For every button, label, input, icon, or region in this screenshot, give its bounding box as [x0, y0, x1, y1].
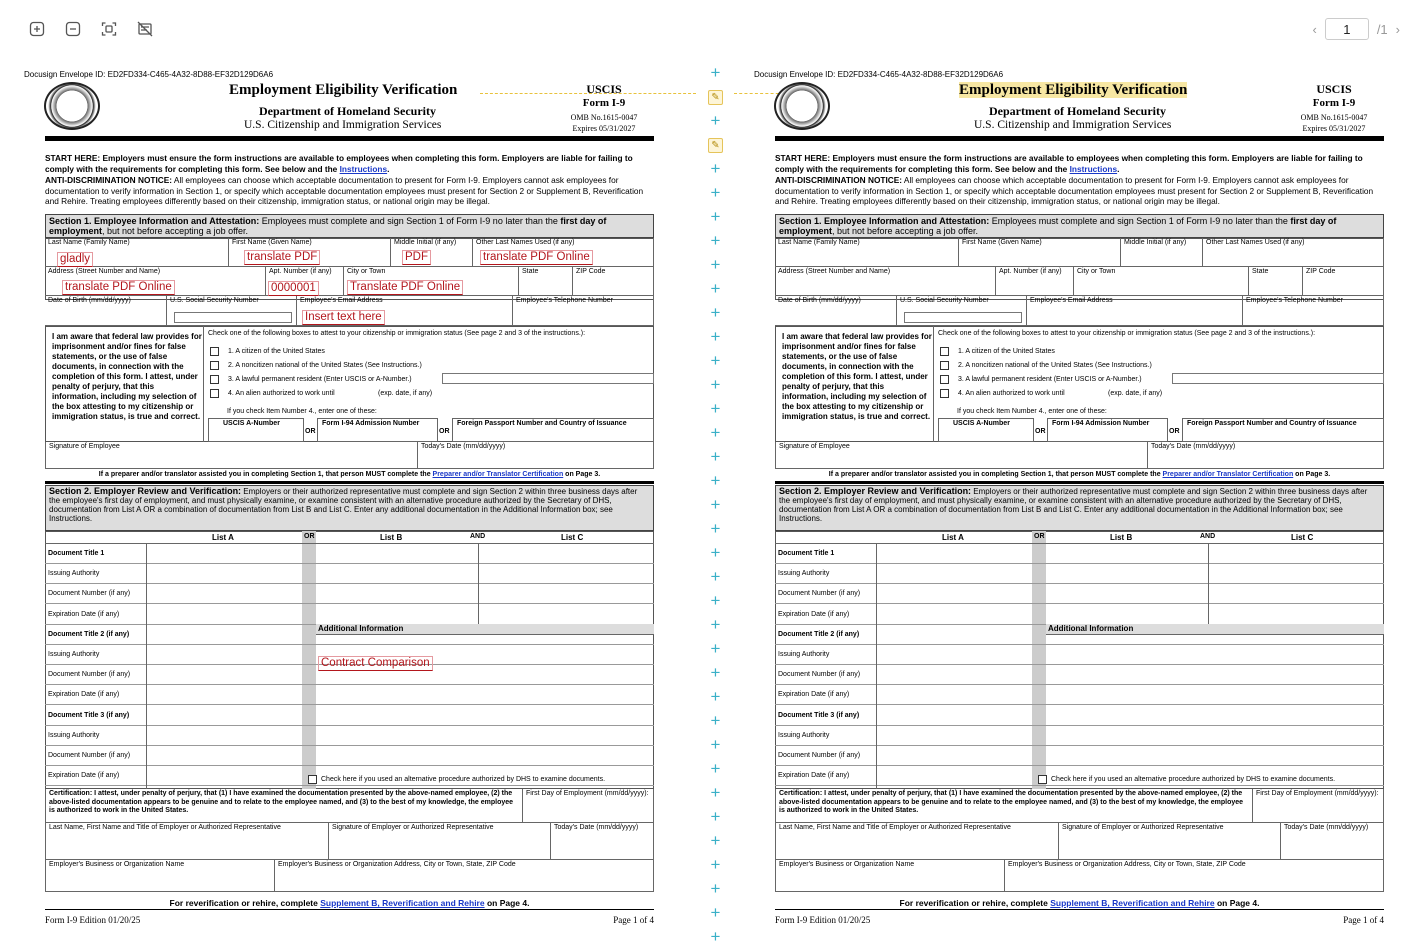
list-bc-divider — [1208, 544, 1209, 624]
section2-header: Section 2. Employer Review and Verification: Employers or their authorized representative must complete and sign Section 2 within three business days after the employee's first day of employment, and must physically examine, or examine consistent with an alternative procedure authorized by the Secretary of DHS, documentation from List A OR a combination of documentation from List B and List C. Enter any additional documentation in the Additional Information box; see Instructions. — [45, 485, 654, 531]
middle-initial-field[interactable]: Middle Initial (if any) — [1121, 238, 1203, 267]
right-document-pane[interactable] — [754, 68, 1418, 942]
preparer-link[interactable]: Preparer and/or Translator Certification — [432, 471, 564, 478]
checkbox-permanent-resident[interactable] — [940, 375, 949, 384]
list-c-label: List C — [561, 533, 584, 542]
employee-date-field[interactable]: Today's Date (mm/dd/yyyy) — [418, 442, 654, 469]
dob-field[interactable]: Date of Birth (mm/dd/yyyy) — [775, 296, 897, 326]
checkbox-noncitizen-national[interactable] — [940, 361, 949, 370]
zoom-out-icon[interactable] — [64, 20, 82, 38]
form-number: Form I-9 — [1312, 97, 1356, 109]
ssn-field[interactable]: U.S. Social Security Number — [897, 296, 1027, 326]
additional-info-header: Additional Information — [1046, 624, 1384, 635]
document-row-input[interactable] — [877, 685, 1032, 705]
document-row-label: Document Number (if any) — [775, 746, 1384, 766]
add-annotation-icon[interactable]: + — [710, 663, 721, 682]
employer-signature-field[interactable]: Signature of Employer or Authorized Representative — [1059, 823, 1281, 860]
list-a-label: List A — [212, 533, 234, 542]
section1-header: Section 1. Employee Information and Attestation: Employees must complete and sign Section 1 of Form I-9 no later than the first day of employment, but not before accepting a job offer. — [775, 214, 1384, 238]
instructions-link[interactable]: Instructions — [1069, 163, 1118, 174]
add-annotation-icon[interactable]: + — [710, 711, 721, 730]
fill-address[interactable]: translate PDF Online — [62, 280, 175, 295]
a-number-box[interactable] — [1172, 373, 1384, 384]
document-row-label: Document Title 1 — [775, 544, 1384, 564]
agency-name: U.S. Citizenship and Immigration Services — [244, 119, 442, 131]
viewer-toolbar — [0, 0, 1418, 58]
apt-field[interactable]: Apt. Number (if any) — [266, 267, 344, 296]
add-annotation-icon[interactable]: + — [710, 423, 721, 442]
zoom-in-icon[interactable] — [28, 20, 46, 38]
header-rule — [775, 136, 1384, 141]
add-annotation-icon[interactable]: + — [710, 591, 721, 610]
fill-middle-initial[interactable]: PDF — [402, 250, 431, 265]
document-row-input[interactable] — [147, 564, 302, 584]
and-label: AND — [1200, 533, 1216, 540]
uscis-a-number-field[interactable]: USCIS A-Number — [208, 418, 304, 442]
first-day-field[interactable]: First Day of Employment (mm/dd/yyyy): — [1253, 789, 1384, 823]
change-marker-icon[interactable]: ✎ — [708, 90, 723, 105]
if-check-text: If you check Item Number 4., enter one of these: — [227, 408, 377, 415]
last-name-field[interactable]: Last Name (Family Name) — [45, 238, 229, 267]
document-page-revised — [754, 68, 1386, 938]
document-row-input[interactable] — [877, 766, 1032, 786]
email-field[interactable]: Employee's Email Address — [297, 296, 513, 326]
zip-field[interactable]: ZIP Code — [1303, 267, 1384, 296]
a-number-box[interactable] — [442, 373, 654, 384]
add-annotation-icon[interactable]: + — [710, 159, 721, 178]
compare-gutter — [700, 58, 730, 946]
attestation-text: I am aware that federal law provides for imprisonment and/or fines for false statements, or the use of false documents, in connection with the completion of this form. I attest, under penalty of perjury, that this information, including my selection of the box attesting to my citizenship or immigration status, is true and correct. — [782, 332, 932, 421]
document-row-input[interactable] — [877, 746, 1032, 766]
employer-name-field[interactable]: Last Name, First Name and Title of Employer or Authorized Representative — [775, 823, 1059, 860]
footer-page: Page 1 of 4 — [1343, 915, 1384, 925]
ssn-boxes[interactable] — [904, 312, 1022, 323]
document-row-input[interactable] — [877, 706, 1032, 726]
expiration: Expires 05/31/2027 — [572, 124, 636, 133]
or-label: OR — [305, 428, 316, 435]
document-row-input[interactable] — [877, 625, 1032, 645]
compare-viewer — [0, 58, 1418, 946]
certification-box: Certification: I attest, under penalty of perjury, that (1) I have examined the documentation presented by the above-named employee, (2) the above-listed documentation appears to be genuine and to relate to the employee named, and (3) to the best of my knowledge, the employee is authorized to work in the United States. — [45, 789, 523, 823]
footer-edition: Form I-9 Edition 01/20/25 — [775, 915, 871, 925]
middle-initial-field[interactable]: Middle Initial (if any) — [391, 238, 473, 267]
add-annotation-icon[interactable]: + — [710, 279, 721, 298]
reverification-note: For reverification or rehire, complete Supplement B, Reverification and Rehire on Page 4. — [169, 898, 530, 908]
envelope-id: Docusign Envelope ID: ED2FD334-C465-4A32-8D88-EF32D129D6A6 — [24, 70, 274, 79]
add-annotation-icon[interactable]: + — [710, 831, 721, 850]
or-separator: OR — [1034, 533, 1045, 540]
check-one-text: Check one of the following boxes to attest to your citizenship or immigration status (See page 2 and 3 of the instructions.): — [208, 330, 586, 337]
document-row-label: Expiration Date (if any) — [45, 605, 654, 625]
last-name-field[interactable]: Last Name (Family Name) — [775, 238, 959, 267]
add-annotation-icon[interactable]: + — [710, 639, 721, 658]
header-rule — [45, 136, 654, 141]
i94-field[interactable]: Form I-94 Admission Number — [1047, 418, 1168, 442]
uscis-label: USCIS — [586, 82, 622, 96]
i94-field[interactable]: Form I-94 Admission Number — [317, 418, 438, 442]
alt-procedure-text: Check here if you used an alternative procedure authorized by DHS to examine documents. — [1051, 776, 1336, 783]
envelope-id: Docusign Envelope ID: ED2FD334-C465-4A32-8D88-EF32D129D6A6 — [754, 70, 1004, 79]
option-noncitizen-national: 2. A noncitizen national of the United States (See Instructions.) — [958, 362, 1152, 369]
exp-date-label: (exp. date, if any) — [378, 390, 433, 397]
option-permanent-resident: 3. A lawful permanent resident (Enter USCIS or A-Number.) — [958, 376, 1142, 383]
ssn-field[interactable]: U.S. Social Security Number — [167, 296, 297, 326]
fill-city[interactable]: Translate PDF Online — [347, 280, 463, 295]
uscis-label: USCIS — [1316, 82, 1352, 96]
start-here-text: START HERE: Employers must ensure the form instructions are available to employees when completing this form. Employers are liable for failing to comply with the requirements for completing this form. See below and the Instructions. — [775, 153, 1363, 174]
fill-other-names[interactable]: translate PDF Online — [480, 250, 593, 265]
anti-discrimination-text: ANTI-DISCRIMINATION NOTICE: All employees can choose which acceptable documentation to present for Form I-9. Employers cannot ask employees for documentation to verify information in Section 1, or specify which acceptable documentation employees must present for Section 2 or Supplement B, Reverification and Rehire. Treating employees differently based on their citizenship, immigration status, or national origin may be illegal. — [775, 175, 1374, 206]
document-row-input[interactable] — [147, 665, 302, 685]
address-field[interactable]: Address (Street Number and Name) — [45, 267, 266, 296]
add-annotation-icon[interactable]: + — [710, 447, 721, 466]
document-row-input[interactable] — [147, 766, 302, 786]
business-address-field[interactable]: Employer's Business or Organization Address, City or Town, State, ZIP Code — [1005, 860, 1384, 892]
checkbox-citizen[interactable] — [940, 347, 949, 356]
option-citizen: 1. A citizen of the United States — [228, 348, 325, 355]
document-row-label: Document Number (if any) — [45, 584, 654, 604]
first-name-field[interactable]: First Name (Given Name) — [229, 238, 391, 267]
fill-email[interactable]: Insert text here — [302, 310, 385, 325]
document-row-input[interactable] — [147, 726, 302, 746]
document-row-label: Expiration Date (if any) — [775, 685, 1384, 705]
option-citizen: 1. A citizen of the United States — [958, 348, 1055, 355]
first-name-field[interactable]: First Name (Given Name) — [959, 238, 1121, 267]
preparer-link[interactable]: Preparer and/or Translator Certification — [1162, 471, 1294, 478]
document-row-input[interactable] — [877, 584, 1032, 604]
footer-page: Page 1 of 4 — [613, 915, 654, 925]
employee-signature-field[interactable]: Signature of Employee — [45, 442, 418, 469]
fill-last-name[interactable]: gladly — [57, 252, 93, 267]
dob-field[interactable]: Date of Birth (mm/dd/yyyy) — [45, 296, 167, 326]
option-alien-authorized: 4. An alien authorized to work until — [228, 390, 335, 397]
form-id-block — [554, 82, 654, 133]
document-row-input[interactable] — [877, 605, 1032, 625]
apt-field[interactable]: Apt. Number (if any) — [996, 267, 1074, 296]
alt-procedure-text: Check here if you used an alternative procedure authorized by DHS to examine documents. — [321, 776, 606, 783]
document-row-input[interactable] — [147, 584, 302, 604]
document-row-label: Issuing Authority — [45, 564, 654, 584]
add-annotation-icon[interactable]: + — [710, 351, 721, 370]
page-total: /1 — [1376, 21, 1388, 37]
add-annotation-icon[interactable]: + — [710, 183, 721, 202]
fill-first-name[interactable]: translate PDF — [244, 250, 320, 265]
if-check-text: If you check Item Number 4., enter one of these: — [957, 408, 1107, 415]
footer-rule — [45, 909, 654, 910]
dhs-seal-icon — [44, 82, 100, 130]
document-row-label: Document Number (if any) — [45, 665, 654, 685]
add-annotation-icon[interactable]: + — [710, 327, 721, 346]
add-annotation-icon[interactable]: + — [710, 399, 721, 418]
document-row-label: Issuing Authority — [775, 726, 1384, 746]
document-row-label: Issuing Authority — [45, 645, 654, 665]
passport-field[interactable]: Foreign Passport Number and Country of Issuance — [452, 418, 654, 442]
omb-number: OMB No.1615-0047 — [570, 113, 638, 122]
document-row-input[interactable] — [877, 726, 1032, 746]
add-annotation-icon[interactable]: + — [710, 807, 721, 826]
option-alien-authorized: 4. An alien authorized to work until — [958, 390, 1065, 397]
add-annotation-icon[interactable]: + — [710, 471, 721, 490]
add-annotation-icon[interactable]: + — [710, 63, 721, 82]
option-permanent-resident: 3. A lawful permanent resident (Enter USCIS or A-Number.) — [228, 376, 412, 383]
or-label-2: OR — [1169, 428, 1180, 435]
document-row-label: Expiration Date (if any) — [45, 766, 654, 786]
add-annotation-icon[interactable]: + — [710, 615, 721, 634]
zip-field[interactable]: ZIP Code — [573, 267, 654, 296]
document-row-input[interactable] — [877, 645, 1032, 665]
left-document-pane[interactable] — [24, 68, 704, 942]
preparer-note: If a preparer and/or translator assisted you in completing Section 1, that person MUST complete the Preparer and/or Translator Certification on Page 3. — [98, 471, 601, 478]
and-label: AND — [470, 533, 486, 540]
list-b-label: List B — [1110, 533, 1133, 542]
document-row-input[interactable] — [147, 645, 302, 665]
document-row-label: Document Title 2 (if any) — [775, 625, 1384, 645]
additional-info-header: Additional Information — [316, 624, 654, 635]
alt-procedure-checkbox[interactable] — [308, 775, 317, 784]
form-number: Form I-9 — [582, 97, 626, 109]
supplement-b-link[interactable]: Supplement B, Reverification and Rehire — [320, 898, 485, 908]
document-row-input[interactable] — [147, 625, 302, 645]
employer-signature-field[interactable]: Signature of Employer or Authorized Representative — [329, 823, 551, 860]
fill-additional-info[interactable]: Contract Comparison — [318, 656, 433, 671]
add-annotation-icon[interactable]: + — [710, 687, 721, 706]
preparer-note: If a preparer and/or translator assisted you in completing Section 1, that person MUST complete the Preparer and/or Translator Certification on Page 3. — [828, 471, 1331, 478]
form-id-block — [1284, 82, 1384, 133]
document-row-label: Document Number (if any) — [775, 665, 1384, 685]
list-bc-divider — [478, 544, 479, 624]
add-annotation-icon[interactable]: + — [710, 903, 721, 922]
checkbox-noncitizen-national[interactable] — [210, 361, 219, 370]
dept-name: Department of Homeland Security — [989, 104, 1166, 118]
add-annotation-icon[interactable]: + — [710, 543, 721, 562]
fit-page-icon[interactable] — [100, 20, 118, 38]
reverification-note: For reverification or rehire, complete Supplement B, Reverification and Rehire on Page 4. — [899, 898, 1260, 908]
employee-date-field[interactable]: Today's Date (mm/dd/yyyy) — [1148, 442, 1384, 469]
change-marker-icon[interactable]: ✎ — [708, 138, 723, 153]
form-title: Employment Eligibility Verification — [959, 82, 1188, 98]
document-row-label: Document Title 3 (if any) — [45, 706, 654, 726]
document-row-input[interactable] — [147, 605, 302, 625]
list-a-label: List A — [942, 533, 964, 542]
business-name-field[interactable]: Employer's Business or Organization Name — [775, 860, 1005, 892]
phone-field[interactable]: Employee's Telephone Number — [1243, 296, 1384, 326]
document-row-label: Expiration Date (if any) — [775, 766, 1384, 786]
add-annotation-icon[interactable]: + — [710, 111, 721, 130]
document-row-input[interactable] — [147, 544, 302, 564]
next-page-icon[interactable]: › — [1395, 21, 1400, 37]
document-row-input[interactable] — [877, 564, 1032, 584]
option-noncitizen-national: 2. A noncitizen national of the United States (See Instructions.) — [228, 362, 422, 369]
rows-col-divider — [146, 544, 147, 789]
section-rule — [775, 481, 1384, 484]
add-annotation-icon[interactable]: + — [710, 207, 721, 226]
state-field[interactable]: State — [1249, 267, 1303, 296]
attest-divider — [203, 326, 204, 442]
list-b-label: List B — [380, 533, 403, 542]
document-row-input[interactable] — [877, 544, 1032, 564]
section-rule — [45, 481, 654, 484]
checkbox-alien-authorized[interactable] — [940, 389, 949, 398]
add-annotation-icon[interactable]: + — [710, 759, 721, 778]
document-row-input[interactable] — [877, 665, 1032, 685]
document-row-label: Issuing Authority — [45, 726, 654, 746]
dept-name: Department of Homeland Security — [259, 104, 436, 118]
address-field[interactable]: Address (Street Number and Name) — [775, 267, 996, 296]
checkbox-permanent-resident[interactable] — [210, 375, 219, 384]
instructions-link[interactable]: Instructions — [339, 163, 388, 174]
section2-header: Section 2. Employer Review and Verification: Employers or their authorized representative must complete and sign Section 2 within three business days after the employee's first day of employment, and must physically examine, or examine consistent with an alternative procedure authorized by the Secretary of DHS, documentation from List A OR a combination of documentation from List B and List C. Enter any additional documentation in the Additional Information box; see Instructions. — [775, 485, 1384, 531]
exp-date-label: (exp. date, if any) — [1108, 390, 1163, 397]
or-label-2: OR — [439, 428, 450, 435]
start-here-text: START HERE: Employers must ensure the form instructions are available to employees when completing this form. Employers are liable for failing to comply with the requirements for completing this form. See below and the Instructions. — [45, 153, 633, 174]
email-field[interactable]: Employee's Email Address — [1027, 296, 1243, 326]
document-row-label: Document Title 2 (if any) — [45, 625, 654, 645]
passport-field[interactable]: Foreign Passport Number and Country of Issuance — [1182, 418, 1384, 442]
business-name-field[interactable]: Employer's Business or Organization Name — [45, 860, 275, 892]
attest-divider — [933, 326, 934, 442]
checkbox-alien-authorized[interactable] — [210, 389, 219, 398]
add-annotation-icon[interactable]: + — [710, 855, 721, 874]
checkbox-citizen[interactable] — [210, 347, 219, 356]
business-address-field[interactable]: Employer's Business or Organization Address, City or Town, State, ZIP Code — [275, 860, 654, 892]
prev-page-icon[interactable]: ‹ — [1312, 21, 1317, 37]
document-row-input[interactable] — [147, 746, 302, 766]
employer-date-field[interactable]: Today's Date (mm/dd/yyyy) — [1281, 823, 1384, 860]
list-c-label: List C — [1291, 533, 1314, 542]
document-row-label: Document Number (if any) — [45, 746, 654, 766]
expiration: Expires 05/31/2027 — [1302, 124, 1366, 133]
add-annotation-icon[interactable]: + — [710, 303, 721, 322]
add-annotation-icon[interactable]: + — [710, 735, 721, 754]
other-names-field[interactable]: Other Last Names Used (if any) — [1203, 238, 1384, 267]
document-row-label: Expiration Date (if any) — [45, 685, 654, 705]
state-field[interactable]: State — [519, 267, 573, 296]
fill-apt[interactable]: 0000001 — [268, 281, 319, 296]
employee-signature-field[interactable]: Signature of Employee — [775, 442, 1148, 469]
hide-markup-icon[interactable] — [136, 20, 154, 38]
footer-edition: Form I-9 Edition 01/20/25 — [45, 915, 141, 925]
document-row-label: Document Number (if any) — [775, 584, 1384, 604]
document-page-original — [24, 68, 656, 938]
change-connector-left — [480, 93, 696, 94]
document-row-label: Document Title 1 — [45, 544, 654, 564]
section1-header: Section 1. Employee Information and Attestation: Employees must complete and sign Section 1 of Form I-9 no later than the first day of employment, but not before accepting a job offer. — [45, 214, 654, 238]
add-annotation-icon[interactable]: + — [710, 375, 721, 394]
document-row-input[interactable] — [147, 685, 302, 705]
employer-date-field[interactable]: Today's Date (mm/dd/yyyy) — [551, 823, 654, 860]
uscis-a-number-field[interactable]: USCIS A-Number — [938, 418, 1034, 442]
document-row-label: Issuing Authority — [775, 564, 1384, 584]
page-number-input[interactable] — [1325, 18, 1369, 40]
add-annotation-icon[interactable]: + — [710, 255, 721, 274]
add-annotation-icon[interactable]: + — [710, 519, 721, 538]
add-annotation-icon[interactable]: + — [710, 927, 721, 946]
document-row-label: Expiration Date (if any) — [775, 605, 1384, 625]
agency-name: U.S. Citizenship and Immigration Services — [974, 119, 1172, 131]
first-day-field[interactable]: First Day of Employment (mm/dd/yyyy): — [523, 789, 654, 823]
add-annotation-icon[interactable]: + — [710, 495, 721, 514]
omb-number: OMB No.1615-0047 — [1300, 113, 1368, 122]
add-annotation-icon[interactable]: + — [710, 783, 721, 802]
alt-procedure-checkbox[interactable] — [1038, 775, 1047, 784]
employer-name-field[interactable]: Last Name, First Name and Title of Employer or Authorized Representative — [45, 823, 329, 860]
or-separator: OR — [304, 533, 315, 540]
check-one-text: Check one of the following boxes to attest to your citizenship or immigration status (See page 2 and 3 of the instructions.): — [938, 330, 1316, 337]
phone-field[interactable]: Employee's Telephone Number — [513, 296, 654, 326]
dhs-seal-icon — [774, 82, 830, 130]
add-annotation-icon[interactable]: + — [710, 567, 721, 586]
add-annotation-icon[interactable]: + — [710, 879, 721, 898]
attestation-text: I am aware that federal law provides for imprisonment and/or fines for false statements, or the use of false documents, in connection with the completion of this form. I attest, under penalty of perjury, that this information, including my selection of the box attesting to my citizenship or immigration status, is true and correct. — [52, 332, 202, 421]
rows-col-divider — [876, 544, 877, 789]
other-names-field[interactable]: Other Last Names Used (if any) — [473, 238, 654, 267]
supplement-b-link[interactable]: Supplement B, Reverification and Rehire — [1050, 898, 1215, 908]
page-navigator — [1312, 18, 1400, 40]
add-annotation-icon[interactable]: + — [710, 231, 721, 250]
or-label: OR — [1035, 428, 1046, 435]
ssn-boxes[interactable] — [174, 312, 292, 323]
anti-discrimination-text: ANTI-DISCRIMINATION NOTICE: All employees can choose which acceptable documentation to present for Form I-9. Employers cannot ask employees for documentation to verify information in Section 1, or specify which acceptable documentation employees must present for Section 2 or Supplement B, Reverification and Rehire. Treating employees differently based on their citizenship, immigration status, or national origin may be illegal. — [45, 175, 644, 206]
document-row-label: Document Title 3 (if any) — [775, 706, 1384, 726]
certification-box: Certification: I attest, under penalty of perjury, that (1) I have examined the documentation presented by the above-named employee, (2) the above-listed documentation appears to be genuine and to relate to the employee named, and (3) to the best of my knowledge, the employee is authorized to work in the United States. — [775, 789, 1253, 823]
document-row-input[interactable] — [147, 706, 302, 726]
document-row-label: Issuing Authority — [775, 645, 1384, 665]
city-field[interactable]: City or Town — [344, 267, 519, 296]
footer-rule — [775, 909, 1384, 910]
city-field[interactable]: City or Town — [1074, 267, 1249, 296]
form-title: Employment Eligibility Verification — [229, 82, 458, 98]
